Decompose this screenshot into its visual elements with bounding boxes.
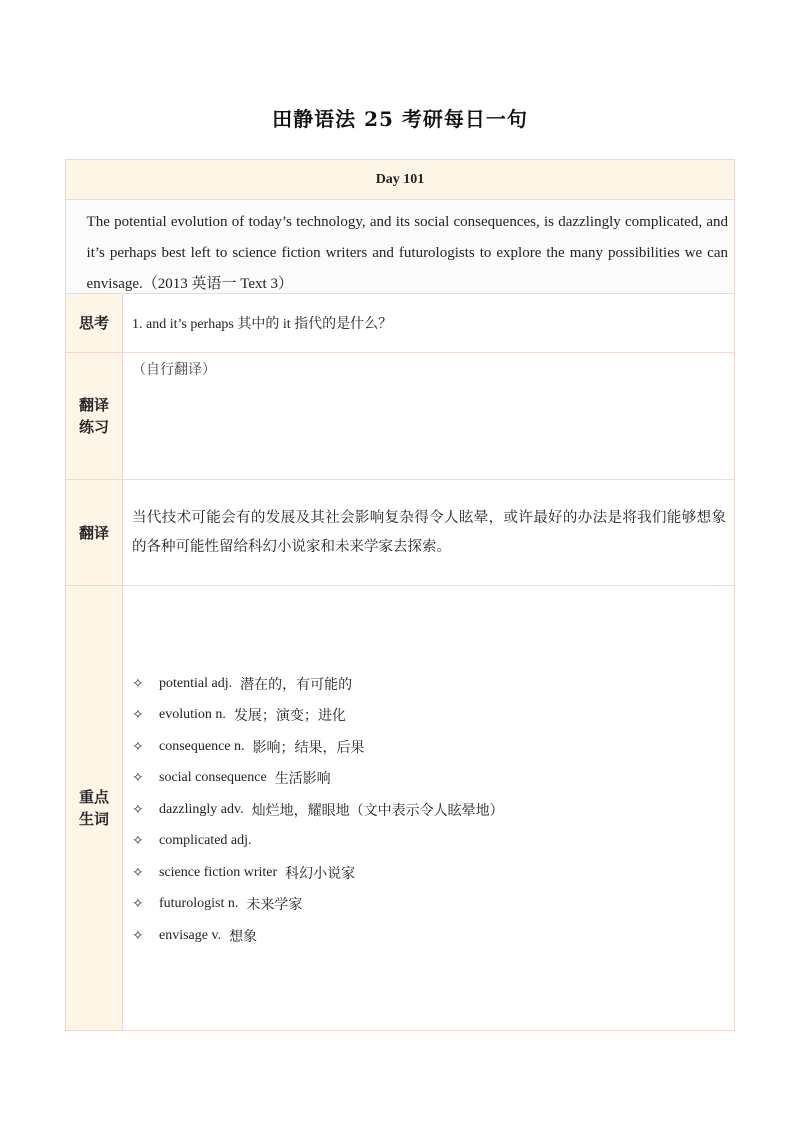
four-pointed-star-icon: ✧: [132, 675, 144, 692]
vocab-meaning: 想象: [229, 929, 258, 945]
day-header: Day 101: [66, 160, 734, 199]
vocab-meaning: 潜在的，有可能的: [240, 677, 353, 693]
practice-label-cell: [66, 353, 123, 479]
vocab-meaning: 科幻小说家: [285, 866, 356, 882]
vocab-term: science fiction writer: [159, 864, 278, 880]
practice-label: 翻译练习: [78, 396, 109, 436]
vocab-row: [66, 585, 734, 1030]
vocab-label: 重点生词: [78, 788, 109, 828]
four-pointed-star-icon: ✧: [132, 707, 144, 724]
translation-text: 当代技术可能会有的发展及其社会影响复杂得令人眩晕，或许最好的办法是将我们能够想象的各种可能性留给科幻小说家和未来学家去探索。: [132, 509, 726, 555]
vocab-term: complicated adj.: [159, 833, 252, 849]
list-item: [132, 731, 734, 763]
passage-text: The potential evolution of today’s technology, and its social consequences, is dazzlingly complicated, and it’s perhaps best left to science fiction writers and futurologists to explore the many possibilities we can envisage.（2013 英语一 Text 3）: [86, 214, 728, 292]
vocab-meaning: 发展；演变；进化: [233, 709, 346, 725]
think-row: [66, 293, 734, 352]
four-pointed-star-icon: ✧: [132, 896, 144, 913]
vocab-meaning: 灿烂地，耀眼地（文中表示令人眩晕地）: [251, 803, 504, 819]
sentence-table: [65, 159, 735, 1031]
list-item: [132, 826, 734, 858]
four-pointed-star-icon: ✧: [132, 833, 144, 850]
vocab-meaning: 影响；结果，后果: [252, 740, 365, 756]
translation-label-cell: [66, 480, 123, 585]
vocab-list: [123, 586, 734, 1030]
vocab-term: evolution n.: [159, 707, 226, 723]
vocab-meaning: 未来学家: [246, 898, 303, 914]
vocab-term: dazzlingly adv.: [159, 801, 244, 817]
list-item: [132, 889, 734, 921]
four-pointed-star-icon: ✧: [132, 738, 144, 755]
list-item: [132, 668, 734, 700]
page-title: 田静语法 25 考研每日一句: [272, 107, 528, 131]
list-item: [132, 763, 734, 795]
vocab-term: futurologist n.: [159, 896, 239, 912]
translation-label: 翻译: [78, 523, 109, 542]
vocab-term: envisage v.: [159, 927, 222, 943]
passage-row: [66, 199, 734, 293]
list-item: [132, 700, 734, 732]
vocab-label-cell: [66, 586, 123, 1030]
think-label-cell: [66, 294, 123, 352]
list-item: [132, 857, 734, 889]
practice-area[interactable]: （自行翻译）: [132, 362, 216, 378]
vocab-meaning: 生活影响: [274, 772, 331, 788]
four-pointed-star-icon: ✧: [132, 864, 144, 881]
passage-indent: [73, 207, 87, 293]
translation-row: [66, 479, 734, 585]
four-pointed-star-icon: ✧: [132, 927, 144, 944]
vocab-term: social consequence: [159, 770, 267, 786]
four-pointed-star-icon: ✧: [132, 801, 144, 818]
think-label: 思考: [78, 314, 109, 332]
list-item: [132, 794, 734, 826]
vocab-term: consequence n.: [159, 738, 245, 754]
four-pointed-star-icon: ✧: [132, 770, 144, 787]
practice-row: [66, 352, 734, 479]
list-item: [132, 920, 734, 952]
think-question: 1. and it’s perhaps 其中的 it 指代的是什么？: [132, 317, 393, 332]
vocab-term: potential adj.: [159, 675, 233, 691]
